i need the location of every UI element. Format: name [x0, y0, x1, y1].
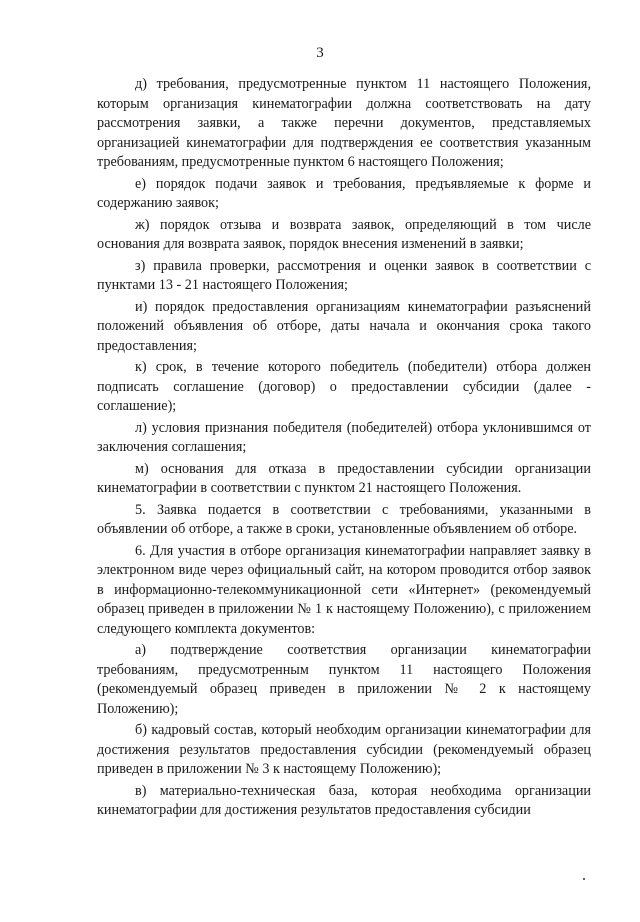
- document-body: [97, 75, 591, 823]
- paragraph-v: в) материально-техническая база, которая необходима организации кинематографии для достижения результатов предоставления субсидии: [97, 782, 591, 818]
- paragraph-a: а) подтверждение соответствия организации кинематографии требованиям, предусмотренным пунктом 11 настоящего Положения (рекомендуемый образец приведен в приложении № 2 к настоящему Положению);: [97, 642, 591, 717]
- paragraph-item-5: 5. Заявка подается в соответствии с требованиями, указанными в объявлении об отборе, а также в сроки, установленные объявлением об отборе.: [97, 501, 591, 537]
- paragraph-k: к) срок, в течение которого победитель (победители) отбора должен подписать соглашение (договор) о предоставлении субсидии (далее - соглашение);: [97, 359, 591, 414]
- paragraph-e: е) порядок подачи заявок и требования, предъявляемые к форме и содержанию заявок;: [97, 175, 591, 211]
- paragraph-b: б) кадровый состав, который необходим организации кинематографии для достижения результатов предоставления субсидии (рекомендуемый образец приведен в приложении № 3 к настоящему Положению);: [97, 722, 591, 777]
- paragraph-m: м) основания для отказа в предоставлении субсидии организации кинематографии в соответствии с пунктом 21 настоящего Положения.: [97, 460, 591, 496]
- paragraph-l: л) условия признания победителя (победителей) отбора уклонившимся от заключения соглашения;: [97, 419, 591, 455]
- paragraph-zh: ж) порядок отзыва и возврата заявок, определяющий в том числе основания для возврата заявок, порядок внесения изменений в заявки;: [97, 216, 591, 252]
- paragraph-z: з) правила проверки, рассмотрения и оценки заявок в соответствии с пунктами 13 - 21 настоящего Положения;: [97, 257, 591, 293]
- paragraph-d: д) требования, предусмотренные пунктом 11 настоящего Положения, которым организация кинематографии должна соответствовать на дату рассмотрения заявки, а также перечни документов, представляемых организацией кинематографии для подтверждения ее соответствия указанным требованиям, предусмотренные пунктом 6 настоящего Положения;: [97, 76, 591, 170]
- page-number: 3: [316, 45, 324, 61]
- paragraph-item-6: 6. Для участия в отборе организация кинематографии направляет заявку в электронном виде через официальный сайт, на котором проводится отбор заявок в информационно-телекоммуникационной сети «Интернет» (рекомендуемый образец приведен в приложении № 1 к настоящему Положению), с приложением следующего комплекта документов:: [97, 542, 591, 637]
- paragraph-i: и) порядок предоставления организациям кинематографии разъяснений положений объявления об отборе, даты начала и окончания срока такого предоставления;: [97, 298, 591, 354]
- scan-dot-mark: [583, 878, 585, 880]
